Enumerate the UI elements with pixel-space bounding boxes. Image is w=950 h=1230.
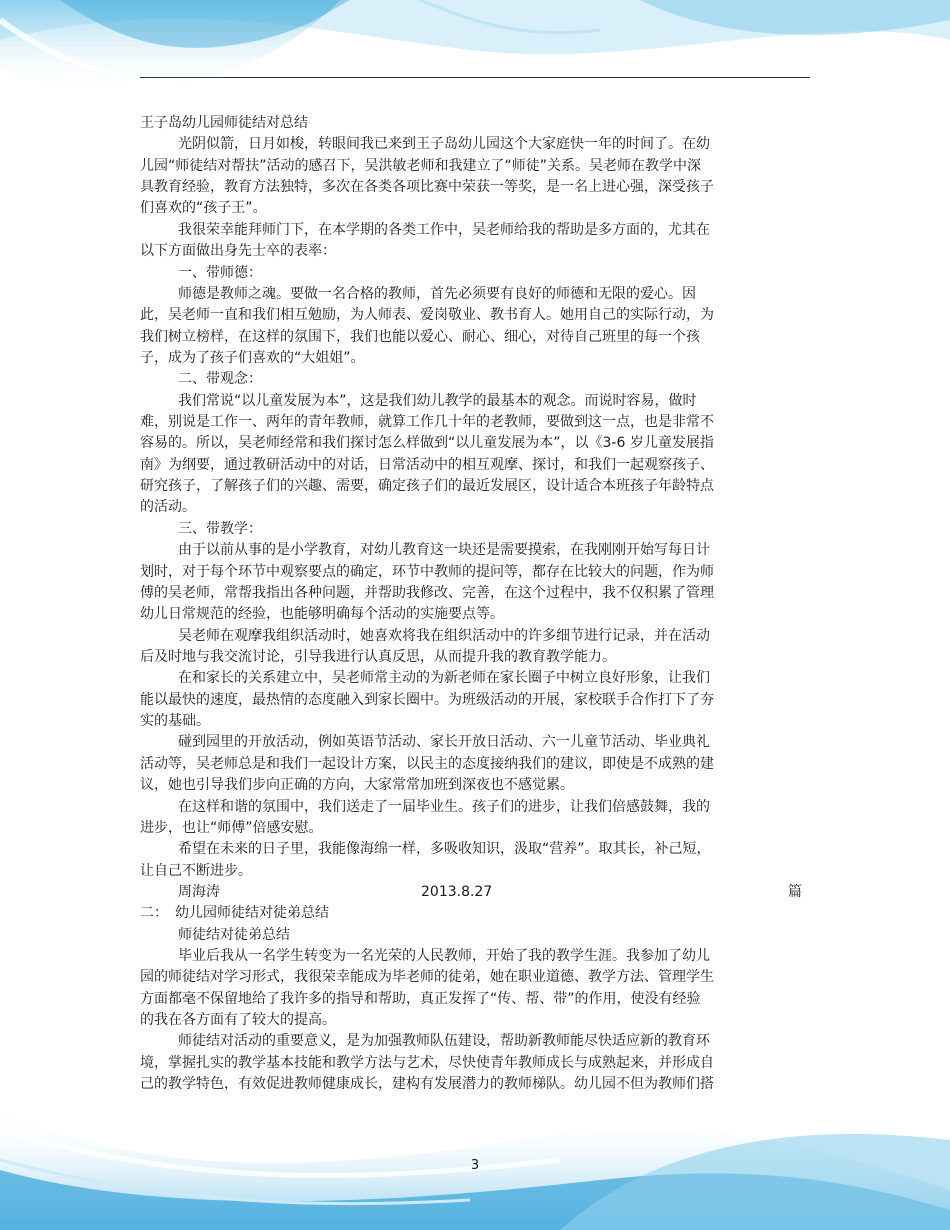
signature-line <box>140 882 820 903</box>
text-line: 碰到园里的开放活动，例如英语节活动、家长开放日活动、六一儿童节活动、毕业典礼 <box>178 734 710 751</box>
text-line: 具教育经验，教育方法独特，多次在各类各项比赛中荣获一等奖，是一名上进心强，深受孩子 <box>140 179 714 196</box>
text-line: 南》为纲要，通过教研活动中的对话，日常活动中的相互观摩、探讨，和我们一起观察孩子、 <box>140 456 714 473</box>
text-line: 让自己不断进步。 <box>140 862 252 879</box>
text-line: 儿园“师徒结对帮扶”活动的感召下，吴洪敏老师和我建立了“师徒”关系。吴老师在教学中深 <box>140 157 702 174</box>
article-one <box>140 134 820 882</box>
author-name: 周海涛 <box>178 883 220 900</box>
text-line: 傅的吴老师，常帮我指出各种问题，并帮助我修改、完善，在这个过程中，我不仅积累了管理 <box>140 584 714 601</box>
text-line: 难，别说是工作一、两年的青年教师，就算工作几十年的老教师，要做到这一点，也是非常不 <box>140 414 714 431</box>
text-line: 园的师徒结对学习形式，我很荣幸能成为毕老师的徒弟，她在职业道德、教学方法、管理学生 <box>140 969 714 986</box>
text-line: 毕业后我从一名学生转变为一名光荣的人民教师，开始了我的教学生涯。我参加了幼儿 <box>178 948 710 965</box>
text-line: 进步，也让“师傅”倍感安慰。 <box>140 819 323 836</box>
text-line: 的我在各方面有了较大的提高。 <box>140 1012 336 1029</box>
signature-date: 2013.8.27 <box>421 883 493 900</box>
text-line: 子，成为了孩子们喜欢的“大姐姐”。 <box>140 349 365 366</box>
article-two <box>140 903 820 1095</box>
text-line: 二、带观念： <box>178 371 262 388</box>
text-line: 在这样和谐的氛围中，我们送走了一届毕业生。孩子们的进步，让我们倍感鼓舞，我的 <box>178 798 710 815</box>
text-line: 师徒结对活动的重要意义，是为加强教师队伍建设，帮助新教师能尽快适应新的教育环 <box>178 1033 710 1050</box>
text-line: 实的基础。 <box>140 713 210 730</box>
text-line: 吴老师在观摩我组织活动时，她喜欢将我在组织活动中的许多细节进行记录，并在活动 <box>178 627 710 644</box>
text-line: 师德是教师之魂。要做一名合格的教师，首先必须要有良好的师德和无限的爱心。因 <box>178 285 696 302</box>
text-line: 师徒结对徒弟总结 <box>178 926 290 943</box>
text-line: 能以最快的速度，最热情的态度融入到家长圈中。为班级活动的开展，家校联手合作打下了夯 <box>140 691 714 708</box>
text-line: 此，吴老师一直和我们相互勉励，为人师表、爱岗敬业、教书育人。她用自己的实际行动，为 <box>140 307 714 324</box>
text-line: 研究孩子，了解孩子们的兴趣、需要，确定孩子们的最近发展区，设计适合本班孩子年龄特点 <box>140 478 714 495</box>
top-wave-decoration <box>0 0 950 92</box>
text-line: 议，她也引导我们步向正确的方向，大家常常加班到深夜也不感觉累。 <box>140 777 574 794</box>
text-line: 方面都毫不保留地给了我许多的指导和帮助，真正发挥了“传、帮、带”的作用，使没有经验 <box>140 990 701 1007</box>
text-line: 后及时地与我交流讨论，引导我进行认真反思，从而提升我的教育教学能力。 <box>140 648 616 665</box>
text-line: 的活动。 <box>140 499 196 516</box>
chapter-marker: 篇 <box>788 883 802 900</box>
text-line: 我很荣幸能拜师门下，在本学期的各类工作中，吴老师给我的帮助是多方面的，尤其在 <box>178 221 710 238</box>
text-line: 们喜欢的“孩子王”。 <box>140 200 267 217</box>
text-line: 光阴似箭，日月如梭，转眼间我已来到王子岛幼儿园这个大家庭快一年的时间了。在幼 <box>178 136 710 153</box>
text-line: 二： 幼儿园师徒结对徒弟总结 <box>140 905 329 922</box>
text-line: 划时，对于每个环节中观察要点的确定，环节中教师的提问等，都存在比较大的问题，作为师 <box>140 563 714 580</box>
text-line: 希望在未来的日子里，我能像海绵一样，多吸收知识，汲取“营养”。取其长，补己短， <box>178 841 711 858</box>
text-line: 活动等，吴老师总是和我们一起设计方案，以民主的态度接纳我们的建议，即使是不成熟的建 <box>140 755 714 772</box>
text-line: 在和家长的关系建立中，吴老师常主动的为新老师在家长圈子中树立良好形象，让我们 <box>178 670 710 687</box>
text-line: 以下方面做出身先士卒的表率： <box>140 243 336 260</box>
text-line: 己的教学特色，有效促进教师健康成长，建构有发展潜力的教师梯队。幼儿园不但为教师们搭 <box>140 1076 714 1093</box>
document-body <box>140 113 820 1096</box>
header-rule <box>140 77 810 78</box>
text-line: 容易的。所以，吴老师经常和我们探讨怎么样做到“以儿童发展为本”，以《3-6 岁儿童发展指 <box>140 435 714 452</box>
text-line: 我们常说“以儿童发展为本”，这是我们幼儿教学的最基本的观念。而说时容易，做时 <box>178 392 697 409</box>
text-line: 境，掌握扎实的教学基本技能和教学方法与艺术，尽快使青年教师成长与成熟起来，并形成自 <box>140 1054 714 1071</box>
document-title: 王子岛幼儿园师徒结对总结 <box>140 115 308 131</box>
text-line: 幼儿日常规范的经验，也能够明确每个活动的实施要点等。 <box>140 606 504 623</box>
text-line: 由于以前从事的是小学教育，对幼儿教育这一块还是需要摸索，在我刚刚开始写每日计 <box>178 542 710 559</box>
page-number: 3 <box>470 1158 480 1173</box>
text-line: 三、带教学： <box>178 520 262 537</box>
text-line: 我们树立榜样，在这样的氛围下，我们也能以爱心、耐心、细心，对待自己班里的每一个孩 <box>140 328 700 345</box>
text-line: 一、带师德： <box>178 264 262 281</box>
